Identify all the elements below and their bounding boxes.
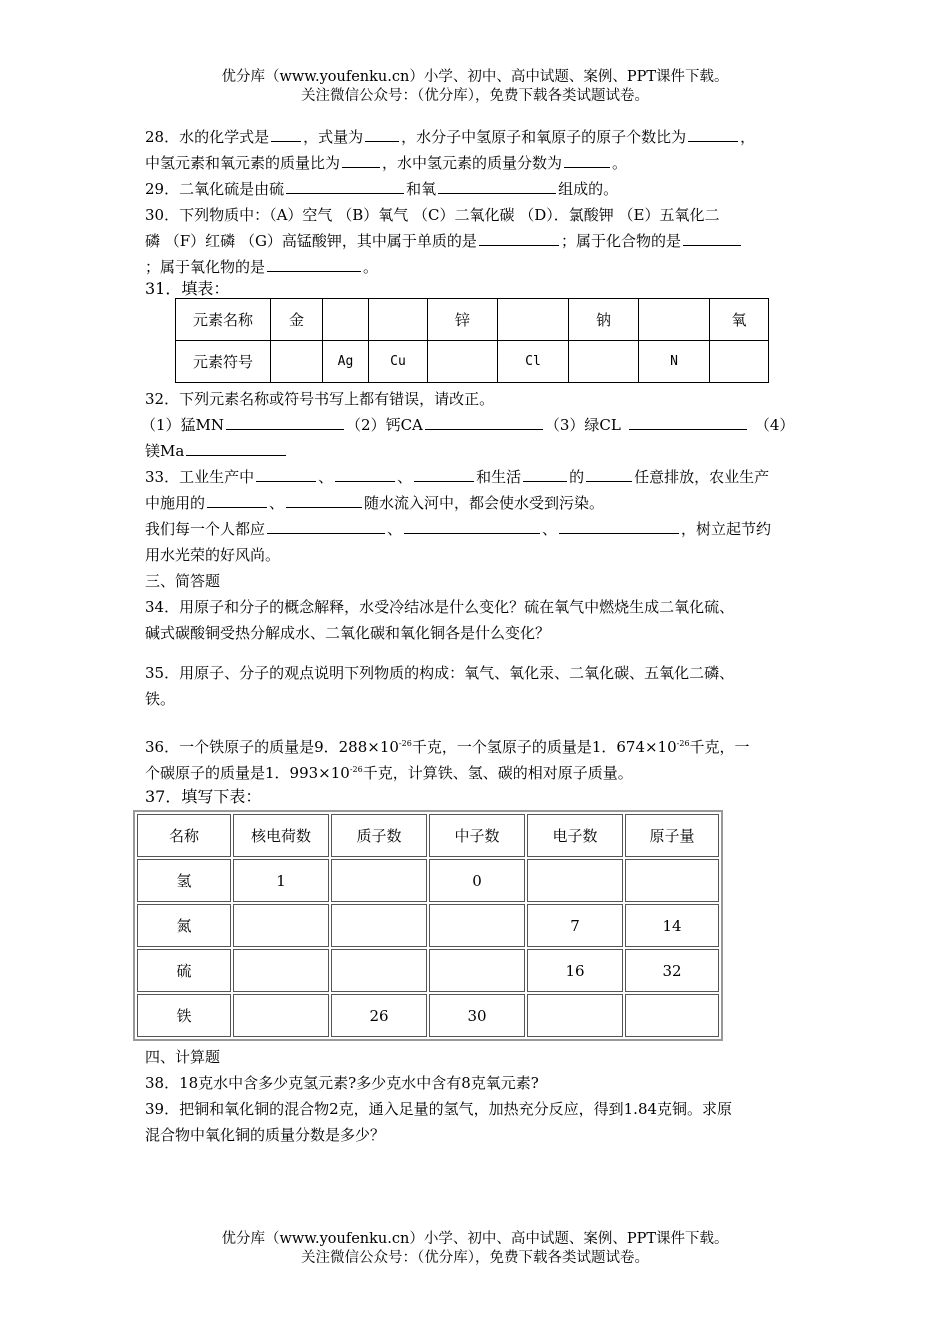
- table-cell: [233, 949, 329, 992]
- answer-blank: [425, 414, 543, 430]
- table-cell: [233, 904, 329, 947]
- table-cell: [639, 299, 710, 341]
- section-4-heading: 四、计算题: [145, 1048, 221, 1066]
- answer-blank: [365, 126, 399, 142]
- table-header-cell: 质子数: [331, 814, 427, 857]
- atom-table: [133, 810, 723, 1041]
- question-28-line-2: 中氢元素和氧元素的质量比为 ，水中氢元素的质量分数为 。: [145, 154, 628, 172]
- table-cell: [710, 341, 769, 383]
- header-line-2: 关注微信公众号：（优分库），免费下载各类试题试卷。: [301, 88, 649, 104]
- answer-blank: [256, 466, 316, 482]
- table-row: [176, 299, 769, 341]
- table-row: [137, 904, 719, 947]
- question-35-line-2: 铁。: [145, 690, 176, 708]
- table-header-cell: 电子数: [527, 814, 623, 857]
- question-34: 34．用原子和分子的概念解释，水受冷结冰是什么变化？硫在氧气中燃烧生成二氧化硫、: [145, 598, 735, 616]
- table-row: [176, 341, 769, 383]
- table-cell: [527, 859, 623, 902]
- table-cell: 氢: [137, 859, 231, 902]
- table-cell: 氧: [710, 299, 769, 341]
- table-cell: [428, 341, 498, 383]
- question-30: 30．下列物质中：（A）空气 （B）氧气 （C）二氧化碳 （D）．氯酸钾 （E）五氧化二: [145, 206, 720, 224]
- table-cell: N: [639, 341, 710, 383]
- table-cell: Cu: [369, 341, 428, 383]
- question-32-items: （1）猛MN （2）钙CA （3）绿CL （4）: [141, 416, 795, 434]
- answer-blank: [404, 518, 540, 534]
- answer-blank: [414, 466, 474, 482]
- table-header-cell: 原子量: [625, 814, 719, 857]
- table-row: [137, 994, 719, 1037]
- answer-blank: [267, 518, 385, 534]
- table-cell: [429, 949, 525, 992]
- answer-blank: [523, 466, 567, 482]
- table-cell: 7: [527, 904, 623, 947]
- section-3-heading: 三、简答题: [145, 572, 221, 590]
- table-cell: 30: [429, 994, 525, 1037]
- question-39: 39．把铜和氧化铜的混合物2克，通入足量的氢气，加热充分反应，得到1.84克铜。求原: [145, 1100, 733, 1118]
- question-31-title: 31．填表：: [145, 279, 230, 298]
- page-footer: [0, 1230, 950, 1268]
- answer-blank: [688, 126, 738, 142]
- answer-blank: [586, 466, 632, 482]
- table-cell: [369, 299, 428, 341]
- question-34-line-2: 碱式碳酸铜受热分解成水、二氧化碳和氧化铜各是什么变化？: [145, 624, 551, 642]
- table-cell: 0: [429, 859, 525, 902]
- table-cell: Cl: [498, 341, 569, 383]
- question-35: 35．用原子、分子的观点说明下列物质的构成：氧气、氧化汞、二氧化碳、五氧化二磷、: [145, 664, 735, 682]
- table-cell: [527, 994, 623, 1037]
- answer-blank: [186, 440, 286, 456]
- answer-blank: [271, 126, 301, 142]
- table-cell: [498, 299, 569, 341]
- page-header: [0, 68, 950, 106]
- table-row: [137, 949, 719, 992]
- question-33-line-4: 用水光荣的好风尚。: [145, 546, 281, 564]
- answer-blank: [438, 178, 556, 194]
- table-header-cell: 名称: [137, 814, 231, 857]
- table-cell: 32: [625, 949, 719, 992]
- answer-blank: [342, 152, 380, 168]
- question-30-line-2: 磷 （F）红磷 （G）高锰酸钾，其中属于单质的是 ；属于化合物的是: [145, 228, 743, 254]
- table-cell: 锌: [428, 299, 498, 341]
- table-cell: 钠: [569, 299, 639, 341]
- table-cell: 元素符号: [176, 341, 271, 383]
- question-37-title: 37．填写下表：: [145, 787, 262, 806]
- question-39-line-2: 混合物中氧化铜的质量分数是多少？: [145, 1126, 386, 1144]
- footer-line-2: 关注微信公众号：（优分库），免费下载各类试题试卷。: [301, 1250, 649, 1266]
- question-32-line-3: 镁Ma: [145, 438, 288, 464]
- table-cell: 16: [527, 949, 623, 992]
- answer-blank: [335, 466, 395, 482]
- answer-blank: [267, 256, 361, 272]
- element-table: [175, 298, 769, 383]
- answer-blank: [286, 492, 362, 508]
- answer-blank: [479, 230, 559, 246]
- table-cell: 14: [625, 904, 719, 947]
- table-cell: 元素名称: [176, 299, 271, 341]
- question-38: 38．18克水中含多少克氢元素?多少克水中含有8克氧元素?: [145, 1074, 539, 1092]
- table-cell: [429, 904, 525, 947]
- table-row: [137, 859, 719, 902]
- table-cell: 1: [233, 859, 329, 902]
- table-cell: [569, 341, 639, 383]
- table-cell: 26: [331, 994, 427, 1037]
- question-33-line-3: 我们每一个人都应 、 、 ，树立起节约: [145, 520, 772, 538]
- answer-blank: [226, 414, 344, 430]
- table-header-cell: 核电荷数: [233, 814, 329, 857]
- table-cell: [233, 994, 329, 1037]
- table-cell: [331, 904, 427, 947]
- table-cell: 氮: [137, 904, 231, 947]
- answer-blank: [286, 178, 404, 194]
- table-cell: [331, 949, 427, 992]
- answer-blank: [683, 230, 741, 246]
- table-cell: [331, 859, 427, 902]
- table-cell: [625, 859, 719, 902]
- question-30-line-3: ；属于氧化物的是 。: [145, 258, 379, 276]
- question-29: 29．二氧化硫是由硫 和氧 组成的。: [145, 180, 619, 198]
- table-cell: 金: [271, 299, 323, 341]
- table-cell: [323, 299, 369, 341]
- answer-blank: [559, 518, 679, 534]
- table-cell: [625, 994, 719, 1037]
- table-cell: Ag: [323, 341, 369, 383]
- question-28: 28．水的化学式是 ，式量为 ，水分子中氢原子和氧原子的原子个数比为 ，: [145, 128, 756, 146]
- answer-blank: [207, 492, 267, 508]
- question-33: 33．工业生产中 、 、 和生活 的 任意排放，农业生产: [145, 468, 770, 486]
- header-line-1: 优分库（www.youfenku.cn）小学、初中、高中试题、案例、PPT课件下载。: [221, 69, 729, 85]
- answer-blank: [629, 414, 747, 430]
- question-33-line-2: 中施用的 、 随水流入河中，都会使水受到污染。: [145, 494, 605, 512]
- question-36-line-2: 个碳原子的质量是1．$993\times 10^{-26}$千克，计算铁、氢、碳的相对原子质量。: [145, 764, 633, 782]
- table-cell: 铁: [137, 994, 231, 1037]
- table-cell: [271, 341, 323, 383]
- table-header-row: [137, 814, 719, 857]
- question-36: 36．一个铁原子的质量是9．$288\times 10^{-26}$千克，一个氢原子的质量是1．$674\times 10^{-26}$千克，一: [145, 738, 750, 756]
- answer-blank: [564, 152, 610, 168]
- footer-line-1: 优分库（www.youfenku.cn）小学、初中、高中试题、案例、PPT课件下载。: [221, 1231, 729, 1247]
- table-cell: 硫: [137, 949, 231, 992]
- question-32-title: 32．下列元素名称或符号书写上都有错误，请改正。: [145, 390, 495, 408]
- table-header-cell: 中子数: [429, 814, 525, 857]
